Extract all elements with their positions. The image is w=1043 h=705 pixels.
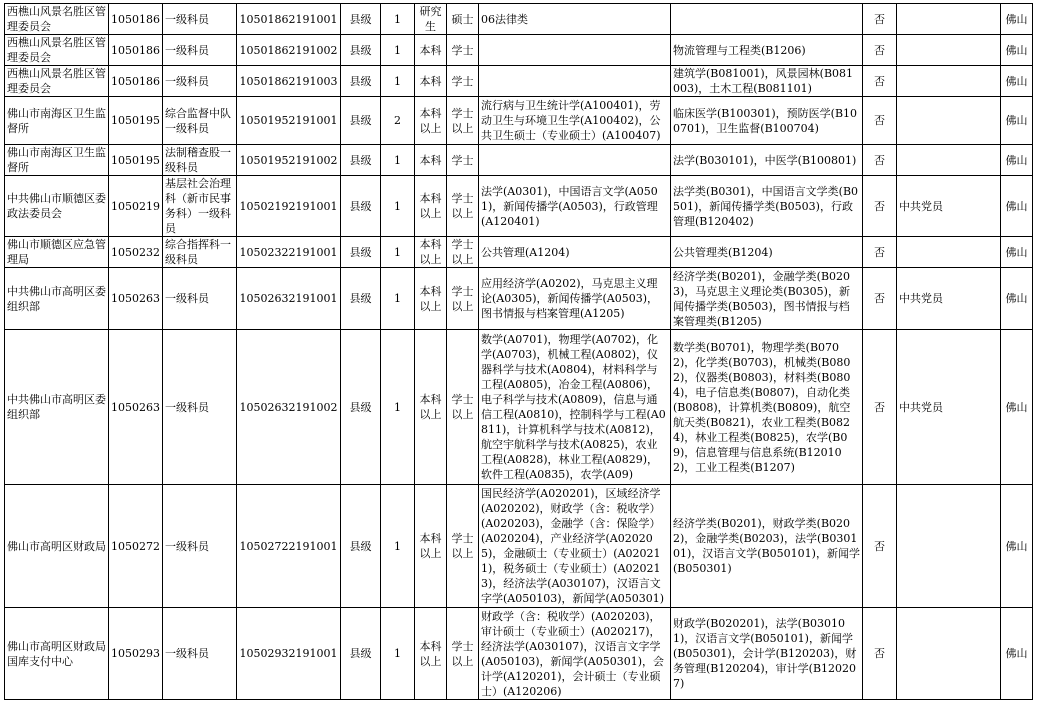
position-code-cell: 10502322191001: [237, 237, 341, 268]
unit-code-cell: 1050263: [109, 330, 163, 485]
unit-code-cell: 1050272: [109, 485, 163, 608]
count-cell: 1: [381, 4, 415, 35]
graduate-major-cell: [479, 145, 671, 176]
position-code-cell: 10502632191002: [237, 330, 341, 485]
other-requirement-cell: 否: [863, 145, 897, 176]
table-row: [5, 145, 1033, 176]
undergraduate-major-cell: 经济学类(B0201)，金融学类(B0203)，马克思主义理论类(B0305)，新闻传播学类(B0503)，图书情报与档案管理类(B1205): [671, 268, 863, 330]
unit-cell: 佛山市南海区卫生监督所: [5, 145, 109, 176]
undergraduate-major-cell: 法学类(B0301)，中国语言文学类(B0501)，新闻传播学类(B0503)，行政管理(B120402): [671, 176, 863, 237]
count-cell: 1: [381, 145, 415, 176]
unit-code-cell: 1050186: [109, 66, 163, 97]
education-cell: 研究生: [415, 4, 447, 35]
position-cell: 一级科员: [163, 608, 237, 700]
city-cell: 佛山: [1001, 268, 1033, 330]
unit-cell: 中共佛山市高明区委组织部: [5, 268, 109, 330]
other-requirement-cell: 否: [863, 330, 897, 485]
graduate-major-cell: 06法律类: [479, 4, 671, 35]
undergraduate-major-cell: 经济学类(B0201)，财政学类(B0202)，金融学类(B0203)，法学(B030101)，汉语言文学(B050101)，新闻学(B050301): [671, 485, 863, 608]
political-status-cell: [897, 97, 1001, 145]
other-requirement-cell: 否: [863, 176, 897, 237]
education-cell: 本科以上: [415, 485, 447, 608]
table-row: [5, 35, 1033, 66]
education-cell: 本科: [415, 145, 447, 176]
recruitment-table: [4, 3, 1033, 700]
position-code-cell: 10501862191002: [237, 35, 341, 66]
level-cell: 县级: [341, 330, 381, 485]
level-cell: 县级: [341, 145, 381, 176]
count-cell: 1: [381, 237, 415, 268]
degree-cell: 学士: [447, 145, 479, 176]
other-requirement-cell: 否: [863, 485, 897, 608]
education-cell: 本科以上: [415, 237, 447, 268]
political-status-cell: 中共党员: [897, 176, 1001, 237]
education-cell: 本科: [415, 35, 447, 66]
count-cell: 1: [381, 485, 415, 608]
education-cell: 本科以上: [415, 608, 447, 700]
table-row: [5, 237, 1033, 268]
graduate-major-cell: 数学(A0701)，物理学(A0702)，化学(A0703)，机械工程(A0802)，仪器科学与技术(A0804)，材料科学与工程(A0805)，冶金工程(A0806)，电子科学与技术(A0809)，信息与通信工程(A0810)，控制科学与工程(A0811)，计算机科学与技术(A0812)，航空宇航科学与技术(A0825)，农业工程(A0828)，林业工程(A0829)，软件工程(A0835)，农学(A09): [479, 330, 671, 485]
political-status-cell: [897, 608, 1001, 700]
position-code-cell: 10501952191002: [237, 145, 341, 176]
graduate-major-cell: 法学(A0301)，中国语言文学(A0501)，新闻传播学(A0503)，行政管理(A120401): [479, 176, 671, 237]
unit-cell: 佛山市南海区卫生监督所: [5, 97, 109, 145]
political-status-cell: [897, 35, 1001, 66]
level-cell: 县级: [341, 176, 381, 237]
other-requirement-cell: 否: [863, 35, 897, 66]
degree-cell: 学士以上: [447, 97, 479, 145]
city-cell: 佛山: [1001, 485, 1033, 608]
graduate-major-cell: [479, 35, 671, 66]
political-status-cell: [897, 4, 1001, 35]
degree-cell: 学士: [447, 66, 479, 97]
count-cell: 1: [381, 176, 415, 237]
unit-code-cell: 1050219: [109, 176, 163, 237]
level-cell: 县级: [341, 66, 381, 97]
education-cell: 本科以上: [415, 176, 447, 237]
table-row: [5, 268, 1033, 330]
position-code-cell: 10502632191001: [237, 268, 341, 330]
table-row: [5, 97, 1033, 145]
level-cell: 县级: [341, 4, 381, 35]
unit-cell: 中共佛山市顺德区委政法委员会: [5, 176, 109, 237]
city-cell: 佛山: [1001, 4, 1033, 35]
level-cell: 县级: [341, 97, 381, 145]
other-requirement-cell: 否: [863, 4, 897, 35]
political-status-cell: [897, 66, 1001, 97]
table-row: [5, 330, 1033, 485]
position-cell: 一级科员: [163, 35, 237, 66]
count-cell: 1: [381, 608, 415, 700]
count-cell: 1: [381, 35, 415, 66]
degree-cell: 学士以上: [447, 330, 479, 485]
city-cell: 佛山: [1001, 176, 1033, 237]
political-status-cell: [897, 145, 1001, 176]
position-code-cell: 10502722191001: [237, 485, 341, 608]
table-row: [5, 66, 1033, 97]
unit-cell: 中共佛山市高明区委组织部: [5, 330, 109, 485]
unit-cell: 佛山市顺德区应急管理局: [5, 237, 109, 268]
other-requirement-cell: 否: [863, 66, 897, 97]
undergraduate-major-cell: 财政学(B020201)，法学(B030101)，汉语言文学(B050101)，新闻学(B050301)，会计学(B120203)，财务管理(B120204)，审计学(B120207): [671, 608, 863, 700]
undergraduate-major-cell: [671, 4, 863, 35]
graduate-major-cell: 应用经济学(A0202)，马克思主义理论(A0305)，新闻传播学(A0503)，图书情报与档案管理(A1205): [479, 268, 671, 330]
count-cell: 2: [381, 97, 415, 145]
political-status-cell: [897, 237, 1001, 268]
table-body: [5, 4, 1033, 700]
degree-cell: 学士以上: [447, 268, 479, 330]
undergraduate-major-cell: 法学(B030101)，中医学(B100801): [671, 145, 863, 176]
level-cell: 县级: [341, 608, 381, 700]
graduate-major-cell: [479, 66, 671, 97]
city-cell: 佛山: [1001, 35, 1033, 66]
level-cell: 县级: [341, 485, 381, 608]
city-cell: 佛山: [1001, 237, 1033, 268]
count-cell: 1: [381, 66, 415, 97]
graduate-major-cell: 公共管理(A1204): [479, 237, 671, 268]
city-cell: 佛山: [1001, 66, 1033, 97]
level-cell: 县级: [341, 35, 381, 66]
city-cell: 佛山: [1001, 97, 1033, 145]
table-row: [5, 608, 1033, 700]
unit-cell: 佛山市高明区财政局国库支付中心: [5, 608, 109, 700]
education-cell: 本科: [415, 66, 447, 97]
table-row: [5, 4, 1033, 35]
graduate-major-cell: 财政学（含：税收学）(A020203)，审计硕士（专业硕士）(A020217)，经济法学(A030107)，汉语言文字学(A050103)，新闻学(A050301)，会计学(A120201)，会计硕士（专业硕士）(A120206): [479, 608, 671, 700]
position-cell: 一级科员: [163, 4, 237, 35]
position-cell: 一级科员: [163, 330, 237, 485]
position-code-cell: 10502932191001: [237, 608, 341, 700]
unit-code-cell: 1050293: [109, 608, 163, 700]
education-cell: 本科以上: [415, 330, 447, 485]
position-cell: 一级科员: [163, 66, 237, 97]
political-status-cell: 中共党员: [897, 330, 1001, 485]
position-code-cell: 10502192191001: [237, 176, 341, 237]
position-cell: 一级科员: [163, 485, 237, 608]
other-requirement-cell: 否: [863, 608, 897, 700]
degree-cell: 学士以上: [447, 608, 479, 700]
graduate-major-cell: 国民经济学(A020201)，区域经济学(A020202)，财政学（含：税收学）(A020203)，金融学（含：保险学）(A020204)，产业经济学(A020205)，金融硕士（专业硕士）(A020211)，税务硕士（专业硕士）(A020213)，经济法学(A030107)，汉语言文字学(A050103)，新闻学(A050301): [479, 485, 671, 608]
unit-code-cell: 1050186: [109, 35, 163, 66]
unit-code-cell: 1050195: [109, 145, 163, 176]
other-requirement-cell: 否: [863, 97, 897, 145]
table-row: [5, 485, 1033, 608]
education-cell: 本科以上: [415, 97, 447, 145]
position-cell: 一级科员: [163, 268, 237, 330]
other-requirement-cell: 否: [863, 237, 897, 268]
degree-cell: 学士: [447, 35, 479, 66]
political-status-cell: 中共党员: [897, 268, 1001, 330]
education-cell: 本科以上: [415, 268, 447, 330]
position-code-cell: 10501952191001: [237, 97, 341, 145]
undergraduate-major-cell: 公共管理类(B1204): [671, 237, 863, 268]
city-cell: 佛山: [1001, 608, 1033, 700]
unit-cell: 西樵山风景名胜区管理委员会: [5, 4, 109, 35]
undergraduate-major-cell: 物流管理与工程类(B1206): [671, 35, 863, 66]
graduate-major-cell: 流行病与卫生统计学(A100401)，劳动卫生与环境卫生学(A100402)，公共卫生硕士（专业硕士）(A100407): [479, 97, 671, 145]
unit-code-cell: 1050232: [109, 237, 163, 268]
position-cell: 法制稽查股一级科员: [163, 145, 237, 176]
unit-cell: 西樵山风景名胜区管理委员会: [5, 66, 109, 97]
degree-cell: 学士以上: [447, 237, 479, 268]
unit-code-cell: 1050263: [109, 268, 163, 330]
position-code-cell: 10501862191001: [237, 4, 341, 35]
unit-cell: 佛山市高明区财政局: [5, 485, 109, 608]
degree-cell: 学士以上: [447, 485, 479, 608]
position-cell: 基层社会治理科（新市民事务科）一级科员: [163, 176, 237, 237]
other-requirement-cell: 否: [863, 268, 897, 330]
degree-cell: 学士以上: [447, 176, 479, 237]
degree-cell: 硕士: [447, 4, 479, 35]
city-cell: 佛山: [1001, 145, 1033, 176]
unit-cell: 西樵山风景名胜区管理委员会: [5, 35, 109, 66]
position-code-cell: 10501862191003: [237, 66, 341, 97]
count-cell: 1: [381, 330, 415, 485]
unit-code-cell: 1050195: [109, 97, 163, 145]
position-cell: 综合指挥科一级科员: [163, 237, 237, 268]
level-cell: 县级: [341, 237, 381, 268]
position-cell: 综合监督中队一级科员: [163, 97, 237, 145]
political-status-cell: [897, 485, 1001, 608]
count-cell: 1: [381, 268, 415, 330]
unit-code-cell: 1050186: [109, 4, 163, 35]
undergraduate-major-cell: 建筑学(B081001)，风景园林(B081003)，土木工程(B081101): [671, 66, 863, 97]
city-cell: 佛山: [1001, 330, 1033, 485]
level-cell: 县级: [341, 268, 381, 330]
table-row: [5, 176, 1033, 237]
undergraduate-major-cell: 数学类(B0701)，物理学类(B0702)，化学类(B0703)，机械类(B0802)，仪器类(B0803)，材料类(B0804)，电子信息类(B0807)，自动化类(B0808)，计算机类(B0809)，航空航天类(B0821)，农业工程类(B0824)，林业工程类(B0825)，农学(B09)，信息管理与信息系统(B120102)，工业工程类(B1207): [671, 330, 863, 485]
undergraduate-major-cell: 临床医学(B100301)，预防医学(B100701)，卫生监督(B100704): [671, 97, 863, 145]
